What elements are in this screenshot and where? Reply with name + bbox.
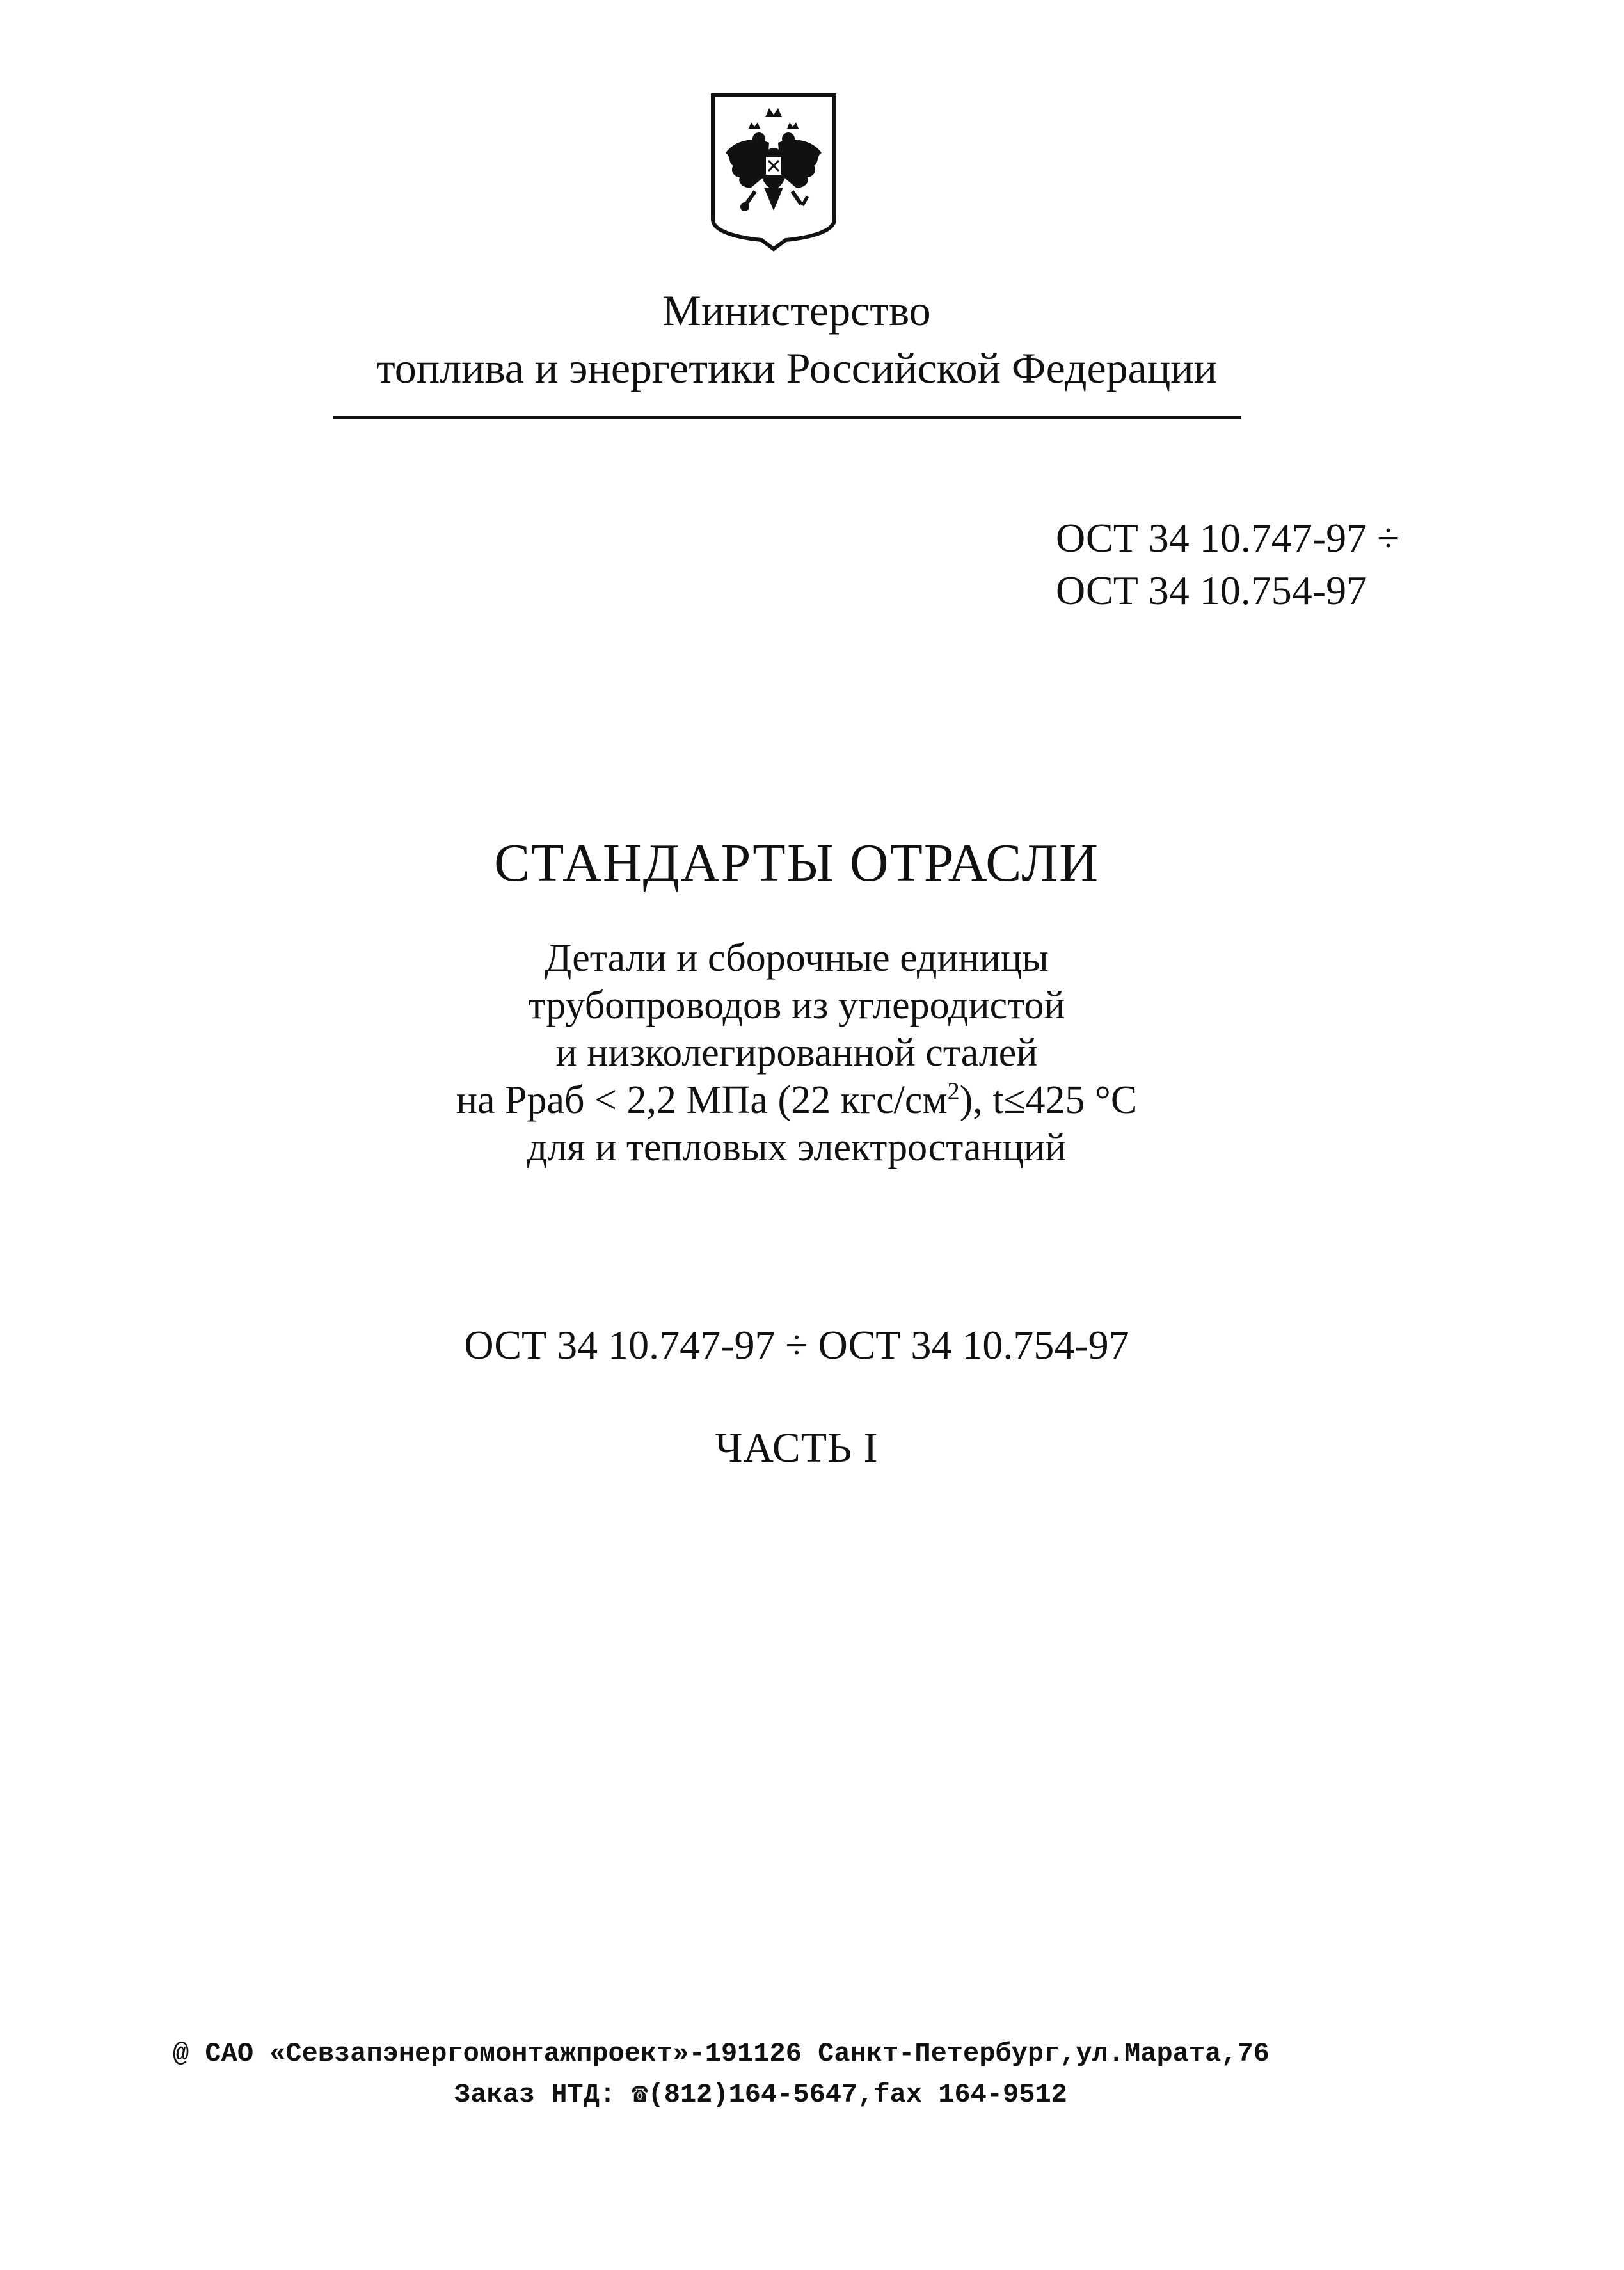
ministry-header [320, 282, 1273, 397]
publisher-line: @ САО «Севзапэнергомонтажпроект»-191126 Санкт-Петербург,ул.Марата,76 [173, 2038, 1270, 2069]
document-code-line2: ОСТ 34 10.754-97 [1056, 568, 1367, 613]
subtitle-line1: Детали и сборочные единицы [545, 936, 1049, 980]
subtitle-line4-main: на Рраб < 2,2 МПа (22 кгс/см [456, 1078, 948, 1122]
coat-of-arms-emblem [709, 92, 838, 252]
document-range: ОСТ 34 10.747-97 ÷ ОСТ 34 10.754-97 [464, 1322, 1129, 1368]
document-codes [1056, 512, 1399, 617]
order-label: Заказ НТД: [454, 2079, 616, 2110]
document-subtitle [320, 934, 1273, 1171]
order-line [454, 2077, 1067, 2110]
russian-coat-of-arms-icon [709, 92, 838, 252]
page-title: СТАНДАРТЫ ОТРАСЛИ [494, 833, 1099, 893]
subtitle-line4-tail: ), t≤425 °С [959, 1078, 1138, 1122]
order-contacts: (812)164-5647,fax 164-9512 [648, 2079, 1067, 2110]
subtitle-line4-superscript: 2 [947, 1078, 960, 1105]
document-code-line1: ОСТ 34 10.747-97 ÷ [1056, 515, 1400, 561]
subtitle-line3: и низколегированной сталей [555, 1031, 1038, 1075]
header-divider [333, 416, 1241, 419]
subtitle-line5: для и тепловых электростанций [527, 1126, 1067, 1169]
part-label: ЧАСТЬ I [715, 1425, 879, 1471]
ministry-name-line2: топлива и энергетики Российской Федерации [376, 344, 1218, 392]
subtitle-line4 [320, 1076, 1273, 1124]
ministry-name-line1: Министерство [662, 286, 931, 335]
telephone-icon: ☎ [632, 2079, 648, 2110]
subtitle-line2: трубопроводов из углеродистой [528, 984, 1065, 1027]
